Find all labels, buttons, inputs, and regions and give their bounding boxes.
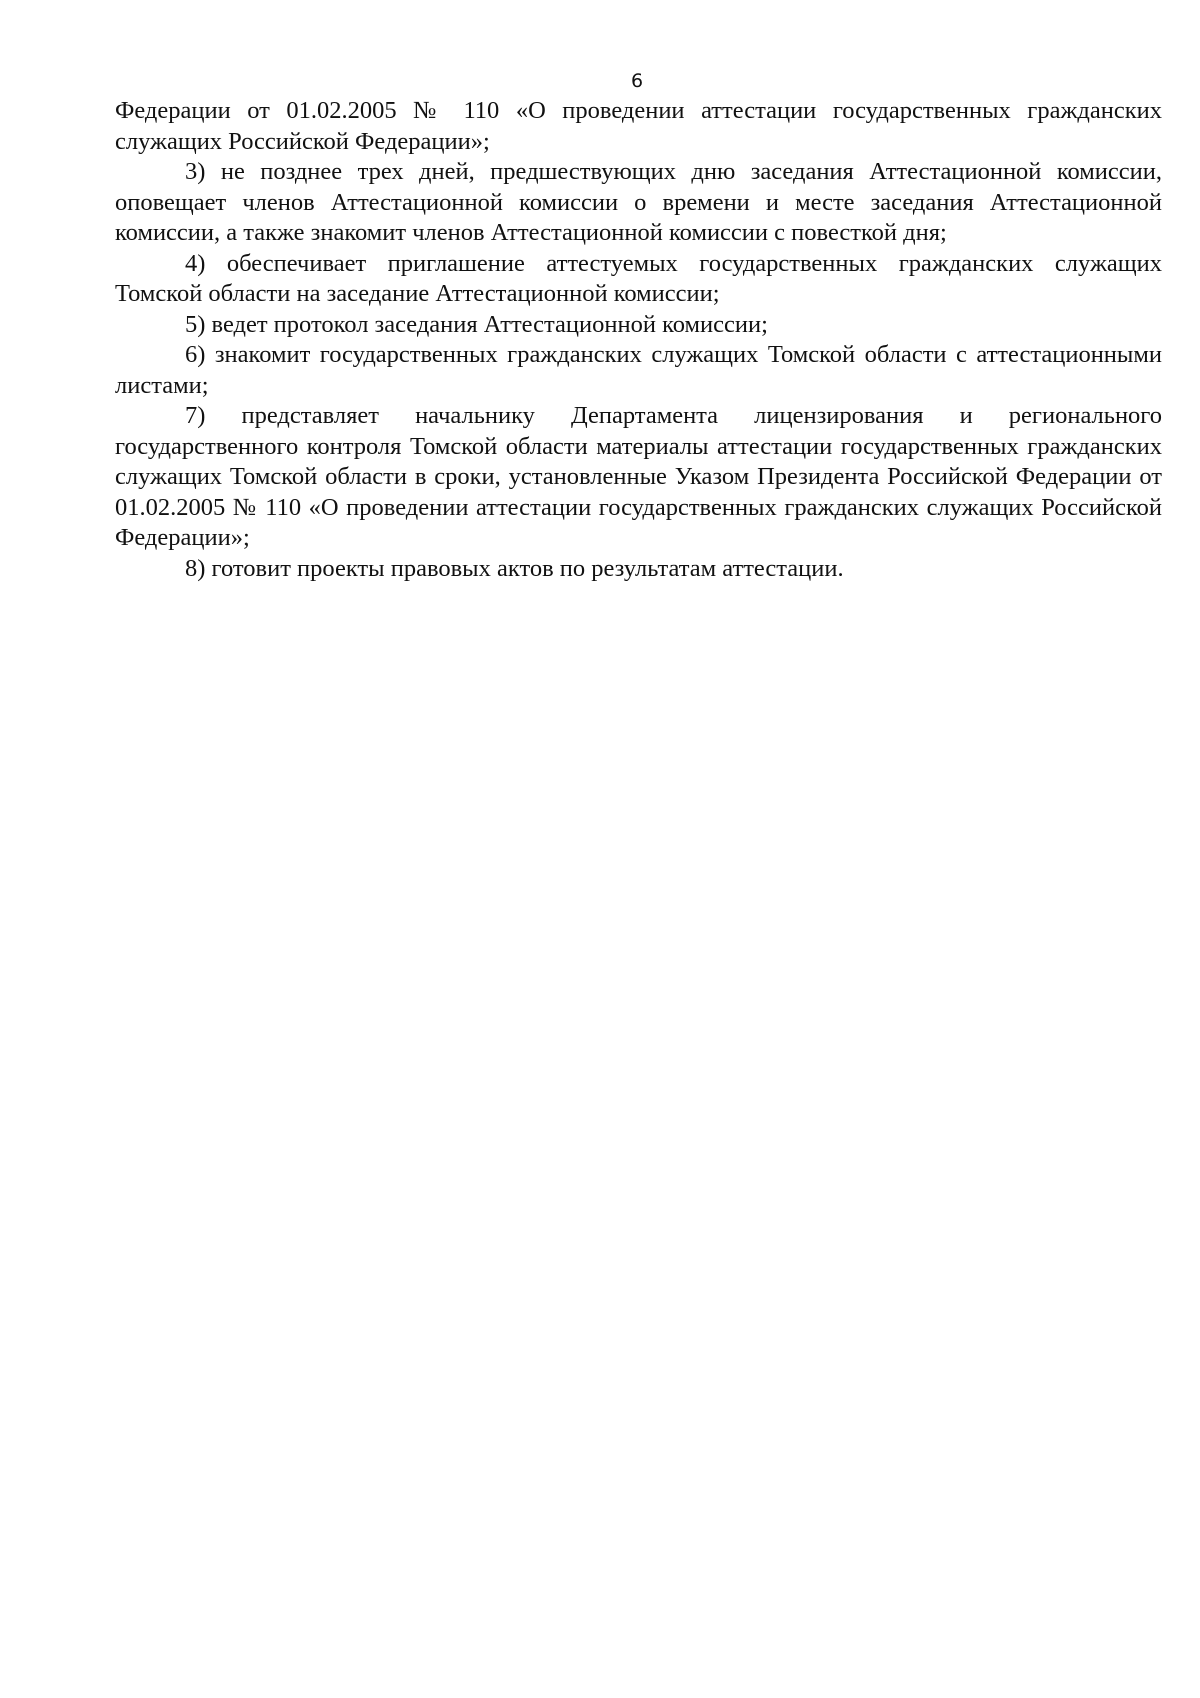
paragraph-item-8: 8) готовит проекты правовых актов по результатам аттестации. [185, 554, 844, 582]
document-body [115, 96, 1162, 584]
page-number: 6 [630, 70, 644, 92]
paragraph-item-7: 7) представляет начальнику Департамента лицензирования и регионального государственного контроля Томской области материалы аттестации государственных гражданских служащих Томской области в сроки, установленные Указом Президента Российской Федерации от 01.02.2005 № 110 «О проведении аттестации государственных гражданских служащих Российской Федерации»; [115, 402, 1162, 551]
paragraph-item-5: 5) ведет протокол заседания Аттестационной комиссии; [185, 310, 768, 338]
paragraph-item-6: 6) знакомит государственных гражданских служащих Томской области с аттестационными листами; [115, 341, 1162, 399]
paragraph-item-3: 3) не позднее трех дней, предшествующих дню заседания Аттестационной комиссии, оповещает членов Аттестационной комиссии о времени и месте заседания Аттестационной комиссии, а также знакомит членов Аттестационной комиссии с повесткой дня; [115, 158, 1162, 246]
paragraph-item-4: 4) обеспечивает приглашение аттестуемых государственных гражданских служащих Томской области на заседание Аттестационной комиссии; [115, 249, 1162, 307]
paragraph-continuation: Федерации от 01.02.2005 № 110 «О проведении аттестации государственных гражданских служащих Российской Федерации»; [115, 97, 1162, 155]
